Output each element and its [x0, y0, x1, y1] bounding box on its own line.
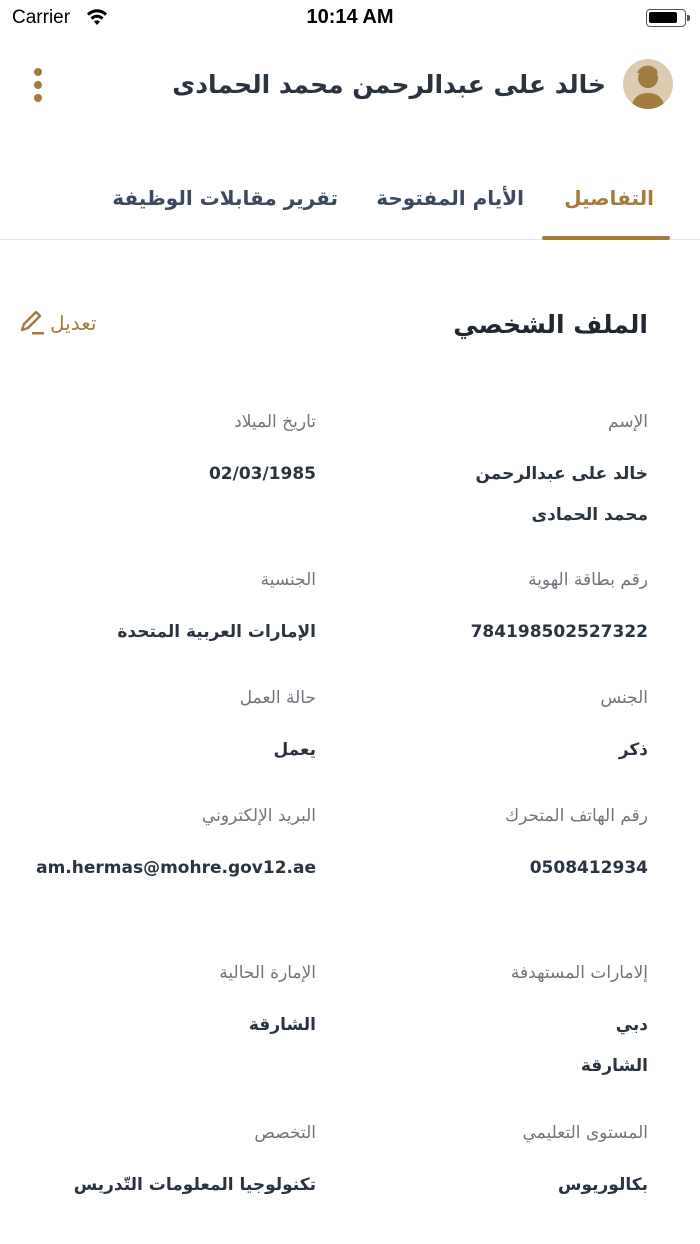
section-title: الملف الشخصي: [453, 310, 648, 339]
field-gender: [378, 688, 648, 771]
tab-open-days[interactable]: الأيام المفتوحة: [376, 186, 524, 210]
field-target-emirates: [378, 963, 648, 1087]
pencil-icon: [18, 310, 46, 336]
field-value: الشارقة: [248, 1015, 316, 1035]
field-email: [36, 806, 316, 889]
field-value: تكنولوجيا المعلومات التّدريس: [73, 1175, 316, 1195]
field-value: بكالوريوس: [558, 1175, 648, 1195]
field-label: التخصص: [254, 1123, 316, 1143]
field-value: خالد على عبدالرحمن محمد الحمادى: [475, 464, 648, 525]
user-name: خالد على عبدالرحمن محمد الحمادى: [172, 70, 606, 99]
field-value: دبي: [615, 1015, 648, 1035]
field-label: تاريخ الميلاد: [234, 412, 316, 432]
field-work-status: [36, 688, 316, 771]
field-label: رقم بطاقة الهوية: [528, 570, 648, 590]
field-value: الشارقة: [580, 1056, 648, 1076]
field-value: يعمل: [273, 740, 316, 760]
field-education: [378, 1123, 648, 1206]
battery-icon: [646, 9, 686, 27]
more-options-icon[interactable]: [28, 68, 48, 102]
field-label: إلامارات المستهدفة: [510, 963, 648, 983]
status-bar: [0, 0, 700, 36]
edit-button[interactable]: [18, 310, 96, 336]
field-value: 02/03/1985: [208, 464, 316, 484]
avatar[interactable]: [623, 59, 673, 109]
tab-details[interactable]: التفاصيل: [564, 186, 654, 210]
field-label: الجنسية: [260, 570, 316, 590]
field-dob: [36, 412, 316, 495]
tab-interview-report[interactable]: تقرير مقابلات الوظيفة: [112, 186, 338, 210]
field-label: المستوى التعليمي: [522, 1123, 648, 1143]
field-value: ذكر: [618, 740, 648, 760]
field-value: am.hermas@mohre.gov12.ae: [36, 858, 316, 878]
field-value: الإمارات العربية المتحدة: [117, 622, 316, 642]
field-current-emirate: [36, 963, 316, 1046]
field-specialization: [36, 1123, 316, 1206]
field-label: البريد الإلكتروني: [201, 806, 316, 826]
field-label: رقم الهاتف المتحرك: [505, 806, 648, 826]
field-value: 0508412934: [529, 858, 648, 878]
field-id-number: [378, 570, 648, 653]
tab-bar: [0, 180, 700, 240]
user-silhouette-icon: [623, 59, 673, 109]
clock: 10:14 AM: [306, 6, 394, 28]
field-nationality: [36, 570, 316, 653]
field-label: حالة العمل: [239, 688, 316, 708]
field-mobile: [378, 806, 648, 889]
carrier-label: Carrier: [12, 7, 71, 28]
edit-label: تعديل: [50, 311, 97, 335]
field-label: الجنس: [600, 688, 648, 708]
field-name: [378, 412, 648, 536]
field-value: 784198502527322: [470, 622, 648, 642]
field-label: الإمارة الحالية: [219, 963, 316, 983]
field-label: الإسم: [608, 412, 648, 432]
active-tab-indicator: [542, 236, 670, 240]
